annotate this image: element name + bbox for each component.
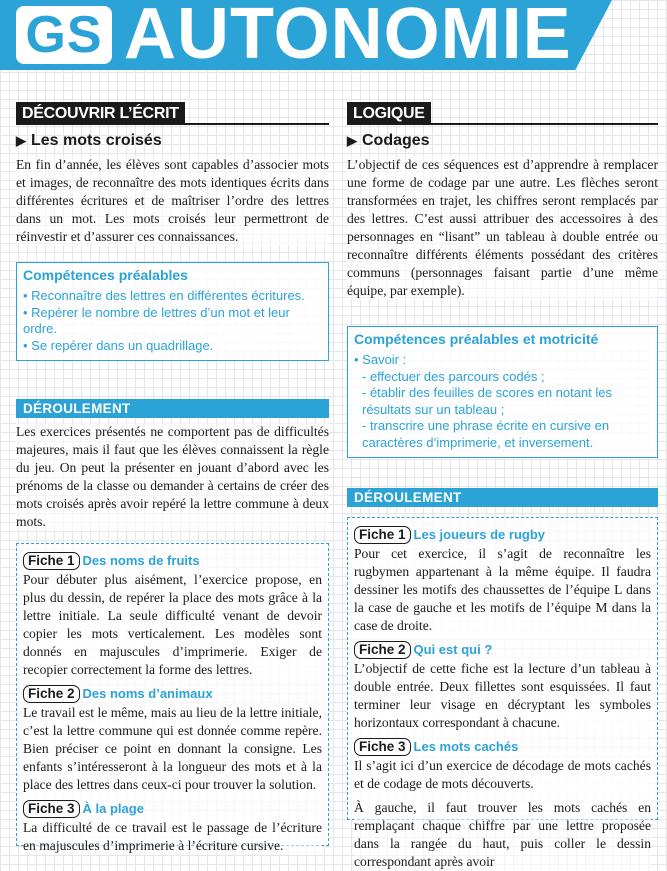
- competence-item: • Repérer le nombre de lettres d’un mot et leur ordre.: [23, 304, 290, 336]
- banner: [0, 0, 667, 74]
- deroulement-bar: DÉROULEMENT: [347, 488, 658, 507]
- fiche-text: Le travail est le même, mais au lieu de la lettre initiale, c’est la lettre commune qui est donnée comme repère. Bien préciser ce point en donnant la consigne. Les enfants s’intéresseront à la longueur des mots et à la place des lettres dans ceux-ci pour trouver la solution.: [23, 705, 322, 792]
- left-column: [16, 102, 329, 853]
- competences-title: Compétences préalables et motricité: [354, 331, 599, 347]
- fiche-text: Pour débuter plus aisément, l’exercice propose, en plus du dessin, de repérer la place des mots grâce à la lettre initiale. La seule difficulté venant de devoir copier les mots verticalement. Les modèles sont donnés en majuscules d’imprimerie. Exiger de recopier correctement la forme des lettres.: [23, 572, 322, 677]
- competence-item: - transcrire une phrase écrite en cursive en caractères d’imprimerie, et inversement.: [362, 418, 610, 450]
- fiche-tag: Fiche 3: [23, 800, 80, 818]
- competence-item: - effectuer des parcours codés ;: [362, 368, 545, 384]
- section-tag-ecrit: DÉCOUVRIR L’ÉCRIT: [16, 102, 185, 124]
- fiche-tag: Fiche 3: [354, 738, 411, 756]
- badge-gs: GS: [16, 6, 112, 64]
- fiche-title: À la plage: [82, 801, 144, 816]
- fiche-heading: [354, 738, 651, 756]
- fiche-tag: Fiche 2: [23, 685, 80, 703]
- fiche-text: La difficulté de ce travail est le passage de l’écriture en majuscules d’imprimerie à l’écriture cursive.: [23, 820, 322, 853]
- competences-box: [347, 326, 658, 458]
- deroulement-paragraph: Les exercices présentés ne comportent pas de difficultés majeures, mais il faut que les élèves connaissent la règle du jeu. On peut la présenter en jouant d’abord avec les prénoms de la classe ou demander à certains de créer des mots croisés après avoir repéré la lettre commune à deux mots.: [16, 424, 329, 529]
- competence-item: • Reconnaître des lettres en différentes écritures.: [23, 288, 305, 303]
- fiches-box: [347, 517, 658, 869]
- fiche-title: Des noms de fruits: [82, 553, 200, 568]
- fiche-title: Les mots cachés: [413, 739, 519, 754]
- fiche-heading: [23, 800, 322, 818]
- fiche-text: Il s’agit ici d’un exercice de décodage de mots cachés et de codage de mots découverts.: [354, 758, 651, 791]
- fiches-box: [16, 543, 329, 853]
- competences-title: Compétences préalables: [23, 267, 188, 283]
- fiche-title: Des noms d’animaux: [82, 686, 213, 701]
- fiche-heading: [23, 685, 322, 703]
- competence-item: - établir des feuilles de scores en notant les résultats sur un tableau ;: [362, 385, 613, 417]
- triangle-icon: ▶: [16, 133, 26, 148]
- competence-item: • Se repérer dans un quadrillage.: [23, 337, 214, 353]
- fiche-extra-text: À gauche, il faut trouver les mots cachés en remplaçant chaque chiffre par une lettre proposée dans la rangée du haut, puis coller le dessin correspondant après avoir: [354, 800, 651, 869]
- deroulement-bar: DÉROULEMENT: [16, 399, 329, 418]
- triangle-icon: ▶: [347, 133, 357, 148]
- intro-paragraph: L’objectif de ces séquences est d’apprendre à remplacer une forme de codage par une autre. Les flèches seront transformées en trajet, les chiffres seront remplacés par des lettres. C’est aussi attribuer des accessoires à des personnages en “lisant” un tableau à double entrée ou reconnaître différents éléments possédant des critères communs (personnages faisant partie d’une même équipe, par exemple).: [347, 157, 658, 298]
- subheading-text: Codages: [362, 132, 430, 149]
- competences-box: [16, 262, 329, 361]
- intro-paragraph: En fin d’année, les élèves sont capables d’associer mots et images, de reconnaître des mots identiques écrits dans différentes écritures et de maîtriser l’ordre des lettres dans un mot. Les mots croisés leur permettront de réinvestir et d’assurer ces connaissances.: [16, 157, 329, 244]
- right-column: [347, 102, 658, 869]
- fiche-text: Pour cet exercice, il s’agit de reconnaître les rugbymen appartenant à la même équipe. Il faudra dessiner les motifs des chaussettes de l’équipe L dans la case de gauche et les motifs de l’équipe M dans la case de droite.: [354, 546, 651, 633]
- fiche-tag: Fiche 2: [354, 641, 411, 659]
- fiche-title: Qui est qui ?: [413, 642, 493, 657]
- subheading-text: Les mots croisés: [31, 132, 162, 149]
- fiche-title: Les joueurs de rugby: [413, 527, 546, 542]
- fiche-heading: [354, 641, 651, 659]
- banner-title: AUTONOMIE: [124, 0, 572, 74]
- competence-item: • Savoir :: [354, 352, 407, 367]
- fiche-heading: [354, 526, 651, 544]
- fiche-text: L’objectif de cette fiche est la lecture d’un tableau à double entrée. Deux fillettes sont esquissées. Il faut terminer leur visage en décryptant les symboles horizontaux correspondant à chacune.: [354, 661, 651, 730]
- fiche-heading: [23, 552, 322, 570]
- fiche-tag: Fiche 1: [23, 552, 80, 570]
- fiche-tag: Fiche 1: [354, 526, 411, 544]
- subheading-codages: [347, 132, 658, 150]
- section-tag-logique: LOGIQUE: [347, 102, 431, 124]
- subheading-mots-croises: [16, 132, 329, 150]
